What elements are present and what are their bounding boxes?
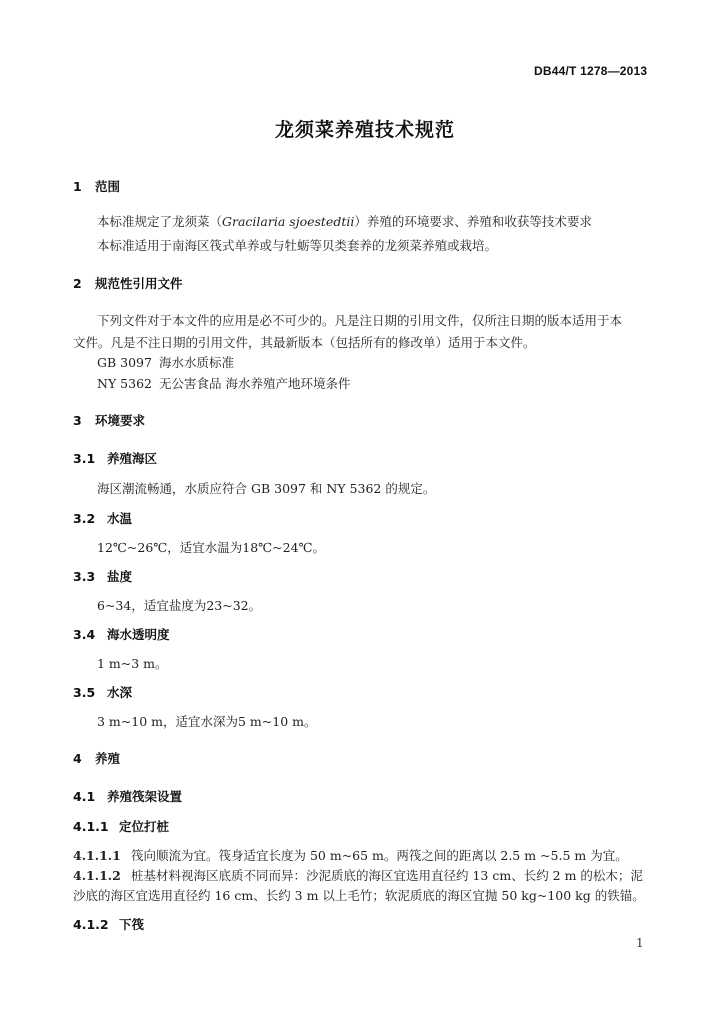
scope-paragraph-2: 本标准适用于南海区筏式单养或与牡蛎等贝类套养的龙须菜养殖或栽培。 [97,238,498,253]
section-2-heading [73,274,183,292]
subsection-3-5-text: 3 m~10 m，适宜水深为5 m~10 m。 [97,714,317,729]
clause-4-1-1-2-line-1 [73,866,643,884]
subsection-number: 4.1.1 [73,819,109,834]
subsection-3-2-heading [73,509,132,527]
clause-number: 4.1.1.1 [73,848,121,863]
subsection-title: 定位打桩 [119,819,170,834]
subsection-3-3-heading [73,567,132,585]
clause-4-1-1-2-line-2: 沙底的海区宜选用直径约 16 cm、长约 3 m 以上毛竹；软泥质底的海区宜抛 50 kg~100 kg 的铁锚。 [73,888,645,903]
subsection-title: 盐度 [107,569,133,584]
subsection-number: 3.1 [73,451,96,466]
scope-paragraph-1: 本标准规定了龙须菜（Gracilaria sjoestedtii）养殖的环境要求、养殖和收获等技术要求 [97,214,592,229]
subsection-number: 4.1.2 [73,917,109,932]
reference-name: 无公害食品 海水养殖产地环境条件 [159,376,351,391]
section-4-heading [73,749,120,767]
subsection-number: 3.5 [73,685,96,700]
subsection-3-1-heading [73,449,157,467]
clause-text: 筏向顺流为宜。筏身适宜长度为 50 m~65 m。两筏之间的距离以 2.5 m ~5.5 m 为宜。 [131,848,628,863]
subsection-3-2-text: 12℃~26℃，适宜水温为18℃~24℃。 [97,540,326,555]
section-title: 范围 [95,179,121,194]
reference-item [97,353,234,371]
subsection-4-1-heading [73,787,182,805]
subsection-3-3-text: 6~34，适宜盐度为23~32。 [97,598,262,613]
subsection-3-4-heading [73,625,170,643]
reference-item [97,374,350,392]
references-paragraph-line-1: 下列文件对于本文件的应用是必不可少的。凡是注日期的引用文件，仅所注日期的版本适用于本 [97,313,623,328]
reference-code: GB 3097 [97,355,152,370]
subsection-3-1-text: 海区潮流畅通，水质应符合 GB 3097 和 NY 5362 的规定。 [97,481,436,496]
clause-4-1-1-1 [73,846,628,864]
subsection-number: 3.3 [73,569,96,584]
subsection-3-5-heading [73,683,132,701]
reference-name: 海水水质标准 [159,355,235,370]
section-number: 3 [73,413,82,428]
section-number: 4 [73,751,82,766]
subsection-title: 水深 [107,685,133,700]
clause-number: 4.1.1.2 [73,868,121,883]
subsection-3-4-text: 1 m~3 m。 [97,656,168,671]
page-number: 1 [636,936,644,950]
subsection-number: 3.2 [73,511,96,526]
section-title: 养殖 [95,751,121,766]
section-title: 环境要求 [95,413,146,428]
section-1-heading [73,177,120,195]
subsection-title: 下筏 [119,917,145,932]
section-3-heading [73,411,145,429]
section-title: 规范性引用文件 [95,276,183,291]
subsection-4-1-2-heading [73,915,144,933]
references-paragraph-line-2: 文件。凡是不注日期的引用文件，其最新版本（包括所有的修改单）适用于本文件。 [73,335,536,350]
clause-text: 桩基材料视海区底质不同而异：沙泥质底的海区宜选用直径约 13 cm、长约 2 m 的松木；泥 [131,868,643,883]
species-latin-name: Gracilaria sjoestedtii [222,214,355,229]
subsection-title: 海水透明度 [107,627,170,642]
document-title: 龙须菜养殖技术规范 [275,119,456,141]
subsection-number: 4.1 [73,789,96,804]
reference-code: NY 5362 [97,376,152,391]
subsection-title: 水温 [107,511,133,526]
subsection-4-1-1-heading [73,817,169,835]
subsection-title: 养殖筏架设置 [107,789,183,804]
document-code: DB44/T 1278—2013 [534,64,648,78]
subsection-number: 3.4 [73,627,96,642]
section-number: 2 [73,276,82,291]
subsection-title: 养殖海区 [107,451,158,466]
section-number: 1 [73,179,82,194]
